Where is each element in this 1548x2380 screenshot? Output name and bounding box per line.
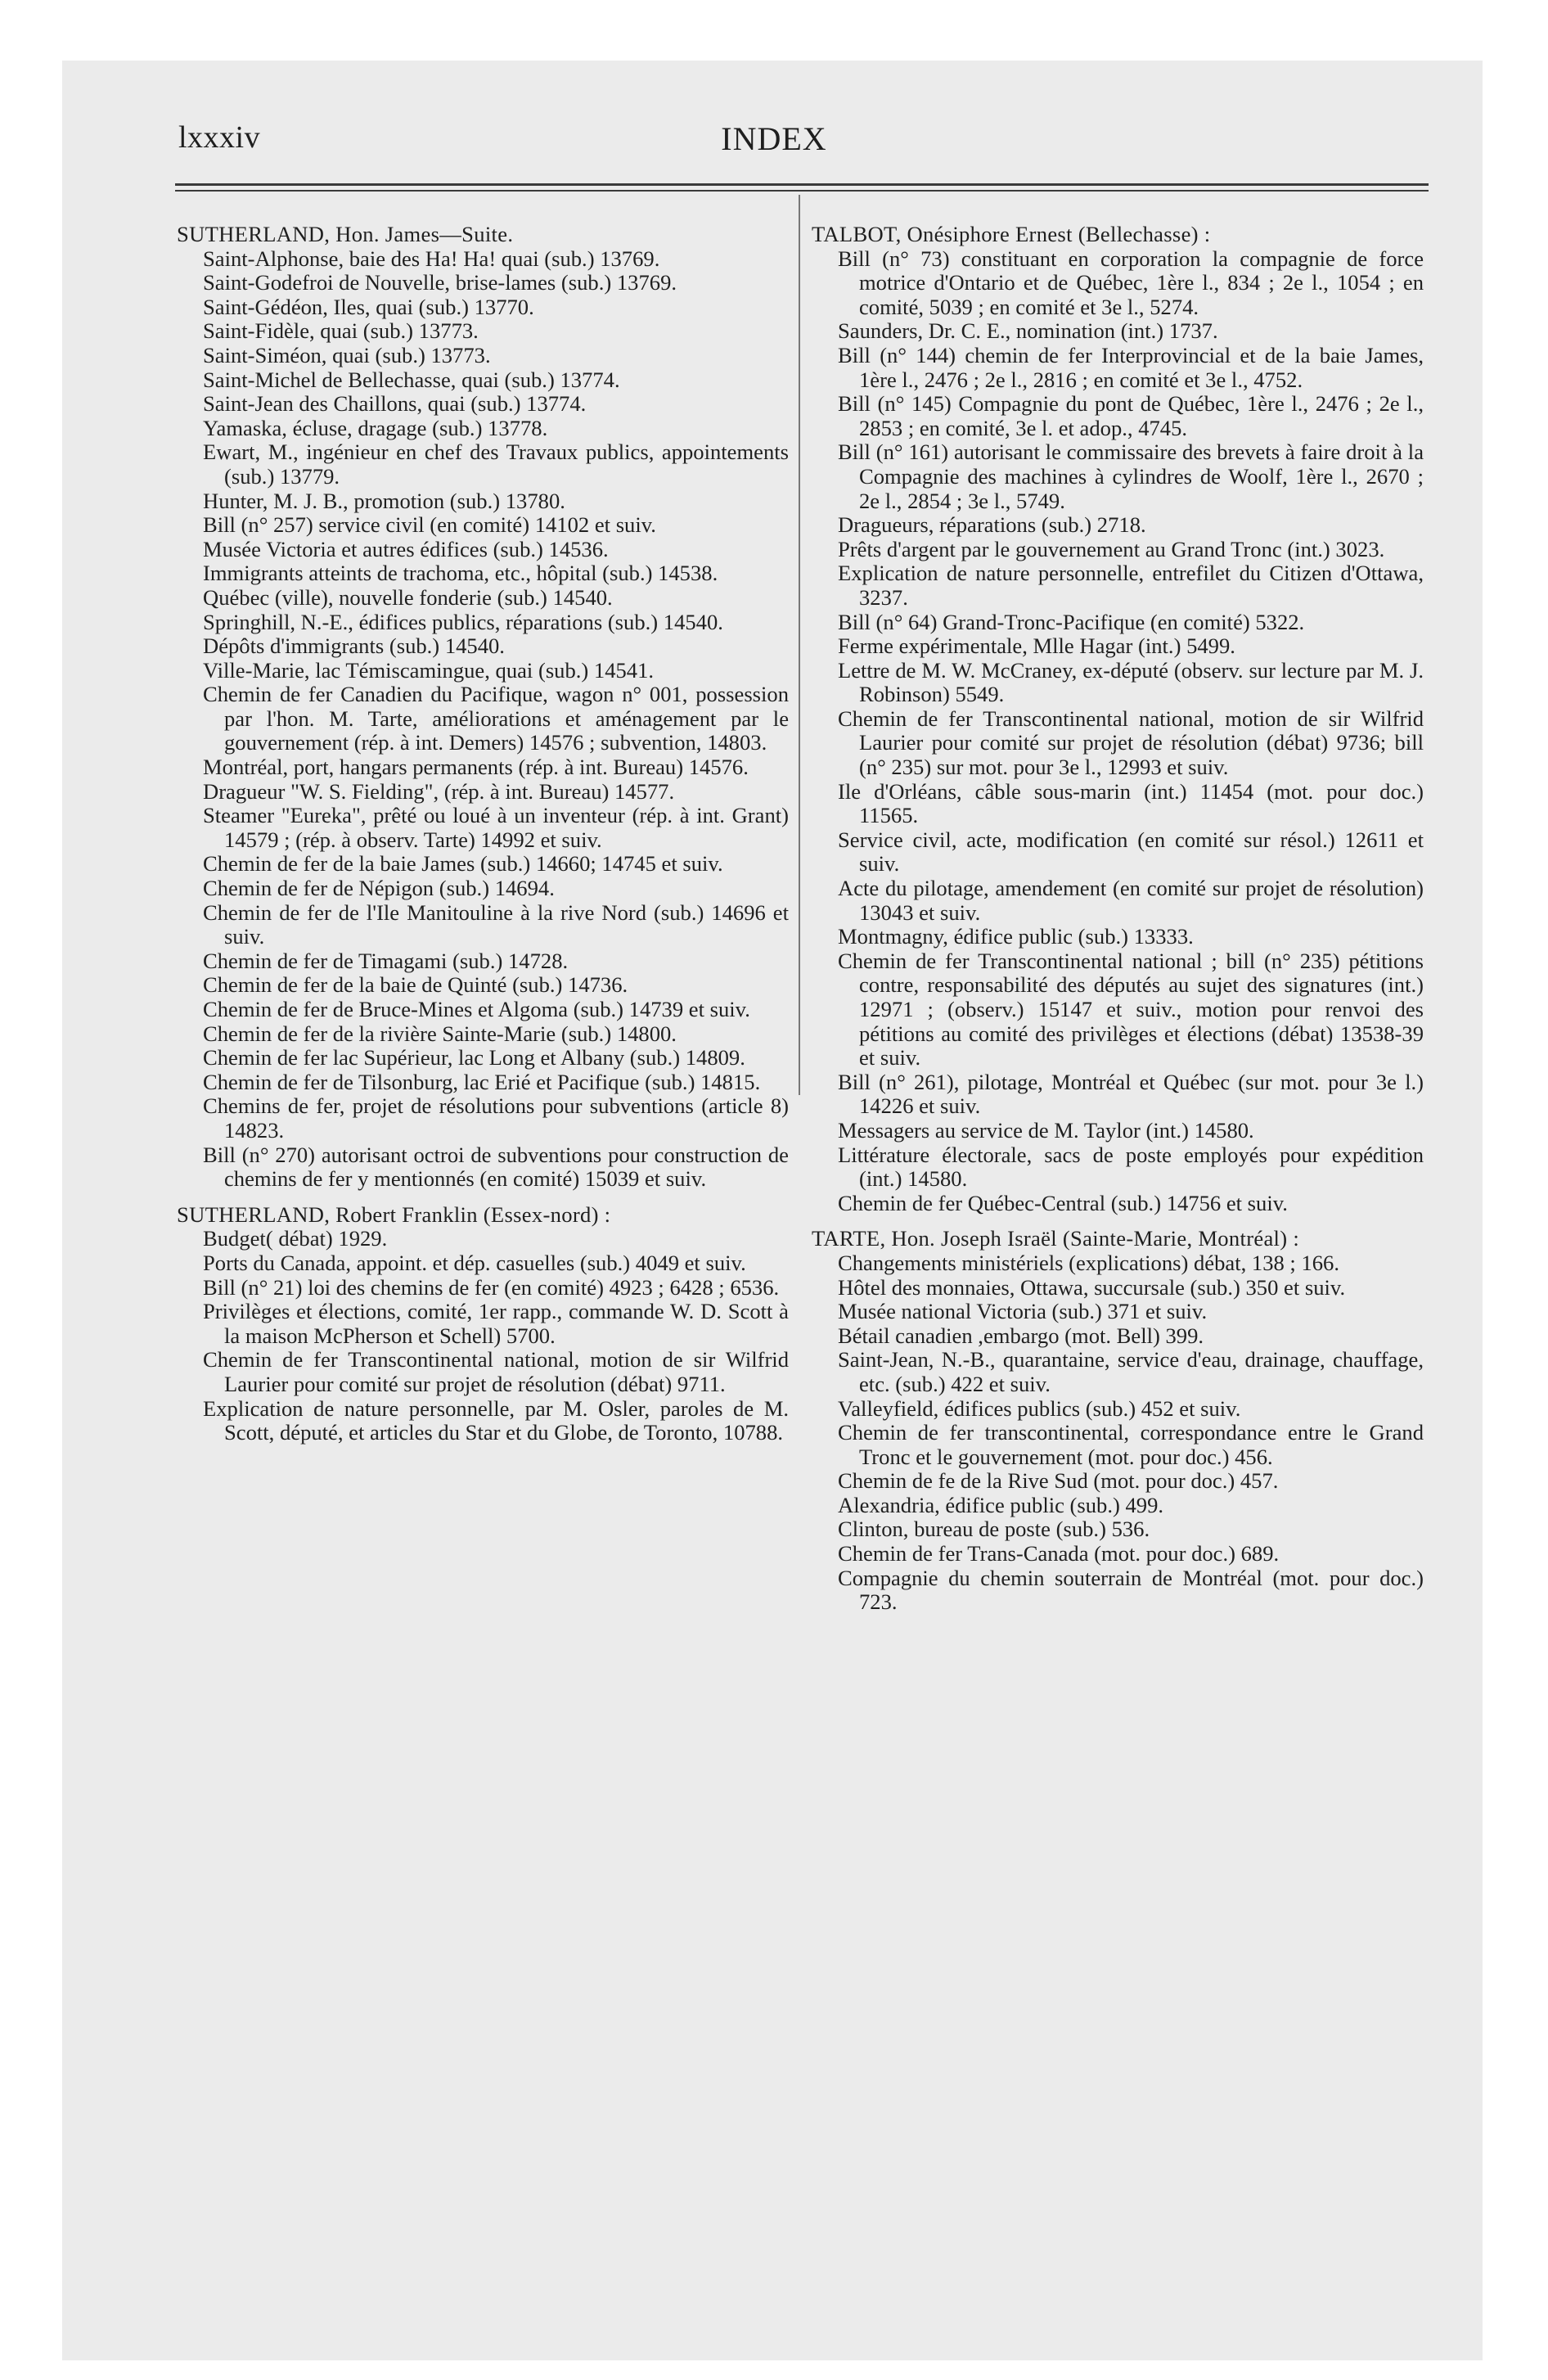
index-subentry: Québec (ville), nouvelle fonderie (sub.) 14540.	[203, 584, 613, 610]
index-subentry: Saint-Gédéon, Iles, quai (sub.) 13770.	[203, 294, 534, 319]
index-subentry: Chemin de fer transcontinental, correspondance entre le Grand Tronc et le gouvernement (mot. pour doc.) 456.	[838, 1420, 1424, 1469]
entry-gap	[177, 1192, 789, 1203]
index-subentry: Ewart, M., ingénieur en chef des Travaux publics, appointements (sub.) 13779.	[203, 439, 789, 489]
index-subentry: Bill (n° 145) Compagnie du pont de Québec, 1ère l., 2476 ; 2e l., 2853 ; en comité, 3e l. et adop., 4745.	[838, 391, 1424, 440]
index-subentry: Prêts d'argent par le gouvernement au Grand Tronc (int.) 3023.	[838, 536, 1385, 561]
index-subentry: Chemin de fer Transcontinental national, motion de sir Wilfrid Laurier pour comité sur projet de résolution (débat) 9736; bill (n° 235) sur mot. pour 3e l., 12993 et suiv.	[838, 705, 1424, 780]
index-subentry: Compagnie du chemin souterrain de Montréal (mot. pour doc.) 723.	[838, 1565, 1424, 1615]
index-subentry: Bill (n° 144) chemin de fer Interprovincial et de la baie James, 1ère l., 2476 ; 2e l., 2816 ; en comité et 3e l., 4752.	[838, 342, 1424, 392]
index-column-left	[177, 223, 789, 1445]
index-subentry: Saint-Alphonse, baie des Ha! Ha! quai (sub.) 13769.	[203, 246, 660, 271]
index-subentry: Dragueurs, réparations (sub.) 2718.	[838, 512, 1146, 538]
index-heading: TARTE, Hon. Joseph Israël (Sainte-Marie, Montréal) :	[812, 1226, 1300, 1251]
index-subentry: Saint-Fidèle, quai (sub.) 13773.	[203, 318, 479, 344]
page-number: lxxxiv	[178, 120, 261, 155]
header-rule-second	[175, 190, 1429, 192]
index-subentry: Chemin de fer Canadien du Pacifique, wagon n° 001, possession par l'hon. M. Tarte, améliorations et aménagement par le gouvernement (rép. à int. Demers) 14576 ; subvention, 14803.	[203, 682, 789, 755]
index-subentry: Steamer "Eureka", prêté ou loué à un inventeur (rép. à int. Grant) 14579 ; (rép. à observ. Tarte) 14992 et suiv.	[203, 803, 789, 852]
index-subentry: Messagers au service de M. Taylor (int.) 14580.	[838, 1117, 1254, 1143]
index-subentry: Bill (n° 64) Grand-Tronc-Pacifique (en comité) 5322.	[838, 609, 1305, 634]
index-subentry: Saint-Jean des Chaillons, quai (sub.) 13774.	[203, 391, 587, 417]
index-subentry: Chemin de fer de la baie de Quinté (sub.) 14736.	[203, 972, 628, 998]
index-subentry: Chemin de fer de Timagami (sub.) 14728.	[203, 948, 569, 973]
index-subentry: Chemin de fer de Bruce-Mines et Algoma (sub.) 14739 et suiv.	[203, 997, 750, 1021]
index-column-right	[812, 223, 1424, 1615]
index-subentry: Acte du pilotage, amendement (en comité sur projet de résolution) 13043 et suiv.	[838, 876, 1424, 925]
index-subentry: Yamaska, écluse, dragage (sub.) 13778.	[203, 415, 548, 440]
index-subentry: Ferme expérimentale, Mlle Hagar (int.) 5499.	[838, 633, 1235, 659]
index-subentry: Bill (n° 257) service civil (en comité) 14102 et suiv.	[203, 512, 656, 538]
index-heading: SUTHERLAND, Hon. James—Suite.	[177, 222, 514, 246]
entry-gap	[812, 1215, 1424, 1227]
index-heading: TALBOT, Onésiphore Ernest (Bellechasse) :	[812, 222, 1211, 246]
index-subentry: Bétail canadien ,embargo (mot. Bell) 399.	[838, 1323, 1204, 1348]
index-subentry: Explication de nature personnelle, par M. Osler, paroles de M. Scott, député, et articles du Star et du Globe, de Toronto, 10788.	[203, 1395, 789, 1445]
index-subentry: Valleyfield, édifices publics (sub.) 452 et suiv.	[838, 1395, 1241, 1421]
index-subentry: Clinton, bureau de poste (sub.) 536.	[838, 1517, 1150, 1542]
index-subentry: Chemin de fer de l'Ile Manitouline à la rive Nord (sub.) 14696 et suiv.	[203, 899, 789, 949]
index-subentry: Chemin de fer lac Supérieur, lac Long et Albany (sub.) 14809.	[203, 1045, 745, 1071]
index-subentry: Chemin de fer Transcontinental national, motion de sir Wilfrid Laurier pour comité sur projet de résolution (débat) 9711.	[203, 1347, 789, 1396]
index-subentry: Service civil, acte, modification (en comité sur résol.) 12611 et suiv.	[838, 827, 1424, 877]
index-subentry: Explication de nature personnelle, entrefilet du Citizen d'Ottawa, 3237.	[838, 561, 1424, 610]
index-subentry: Chemins de fer, projet de résolutions pour subventions (article 8) 14823.	[203, 1093, 789, 1143]
index-subentry: Ile d'Orléans, câble sous-marin (int.) 11454 (mot. pour doc.) 11565.	[838, 778, 1424, 828]
index-subentry: Musée national Victoria (sub.) 371 et suiv.	[838, 1299, 1208, 1324]
index-subentry: Saint-Jean, N.-B., quarantaine, service d'eau, drainage, chauffage, etc. (sub.) 422 et suiv.	[838, 1347, 1424, 1396]
header-rule	[175, 183, 1429, 186]
index-subentry: Montréal, port, hangars permanents (rép. à int. Bureau) 14576.	[203, 755, 749, 780]
index-subentry: Chemin de fer de Tilsonburg, lac Erié et Pacifique (sub.) 14815.	[203, 1069, 761, 1094]
index-subentry: Chemin de fer Transcontinental national ; bill (n° 235) pétitions contre, responsabilité des députés au sujet des signatures (int.) 12971 ; (observ.) 15147 et suiv., motion pour renvoi des pétitions au comité des privilèges et élections (débat) 13538-39 et suiv.	[838, 948, 1424, 1071]
index-subentry: Lettre de M. W. McCraney, ex-député (observ. sur lecture par M. J. Robinson) 5549.	[838, 657, 1424, 707]
index-subentry: Chemin de fer de Népigon (sub.) 14694.	[203, 876, 555, 901]
index-subentry: Bill (n° 261), pilotage, Montréal et Québec (sur mot. pour 3e l.) 14226 et suiv.	[838, 1069, 1424, 1119]
index-subentry: Immigrants atteints de trachoma, etc., hôpital (sub.) 14538.	[203, 561, 718, 586]
index-subentry: Dépôts d'immigrants (sub.) 14540.	[203, 633, 505, 659]
index-subentry: Saint-Siméon, quai (sub.) 13773.	[203, 342, 491, 367]
index-subentry: Saint-Godefroi de Nouvelle, brise-lames (sub.) 13769.	[203, 270, 677, 295]
index-subentry: Littérature électorale, sacs de poste employés pour expédition (int.) 14580.	[838, 1142, 1424, 1192]
index-subentry: Changements ministériels (explications) débat, 138 ; 166.	[838, 1250, 1340, 1275]
index-subentry: Bill (n° 73) constituant en corporation la compagnie de force motrice d'Ontario et de Québec, 1ère l., 834 ; 2e l., 1054 ; en comité, 5039 ; en comité et 3e l., 5274.	[838, 246, 1424, 319]
index-subentry: Chemin de fer de la baie James (sub.) 14660; 14745 et suiv.	[203, 851, 723, 877]
index-subentry: Bill (n° 270) autorisant octroi de subventions pour construction de chemins de fer y mentionnés (en comité) 15039 et suiv.	[203, 1142, 789, 1192]
index-subentry: Springhill, N.-E., édifices publics, réparations (sub.) 14540.	[203, 609, 723, 634]
index-subentry: Bill (n° 161) autorisant le commissaire des brevets à faire droit à la Compagnie des machines à cylindres de Woolf, 1ère l., 2670 ; 2e l., 2854 ; 3e l., 5749.	[838, 439, 1424, 513]
index-subentry: Chemin de fer Trans-Canada (mot. pour doc.) 689.	[838, 1541, 1280, 1566]
index-subentry: Privilèges et élections, comité, 1er rapp., commande W. D. Scott à la maison McPherson et Schell) 5700.	[203, 1299, 789, 1348]
index-subentry: Ville-Marie, lac Témiscamingue, quai (sub.) 14541.	[203, 657, 655, 683]
index-subentry: Alexandria, édifice public (sub.) 499.	[838, 1492, 1164, 1517]
index-subentry: Montmagny, édifice public (sub.) 13333.	[838, 924, 1194, 949]
index-subentry: Saint-Michel de Bellechasse, quai (sub.) 13774.	[203, 367, 620, 392]
running-head: INDEX	[721, 120, 827, 157]
index-subentry: Chemin de fer de la rivière Sainte-Marie (sub.) 14800.	[203, 1021, 677, 1046]
index-subentry: Bill (n° 21) loi des chemins de fer (en comité) 4923 ; 6428 ; 6536.	[203, 1274, 780, 1300]
index-subentry: Chemin de fe de la Rive Sud (mot. pour doc.) 457.	[838, 1468, 1279, 1494]
index-heading: SUTHERLAND, Robert Franklin (Essex-nord) :	[177, 1201, 611, 1227]
column-divider	[799, 195, 800, 1095]
index-subentry: Budget( débat) 1929.	[203, 1226, 388, 1251]
index-subentry: Chemin de fer Québec-Central (sub.) 14756 et suiv.	[838, 1190, 1288, 1215]
index-subentry: Musée Victoria et autres édifices (sub.) 14536.	[203, 536, 609, 561]
index-subentry: Hunter, M. J. B., promotion (sub.) 13780.	[203, 488, 565, 513]
index-subentry: Saunders, Dr. C. E., nomination (int.) 1737.	[838, 318, 1218, 344]
index-subentry: Hôtel des monnaies, Ottawa, succursale (sub.) 350 et suiv.	[838, 1274, 1346, 1300]
index-subentry: Dragueur "W. S. Fielding", (rép. à int. Bureau) 14577.	[203, 778, 675, 804]
index-subentry: Ports du Canada, appoint. et dép. casuelles (sub.) 4049 et suiv.	[203, 1250, 746, 1275]
